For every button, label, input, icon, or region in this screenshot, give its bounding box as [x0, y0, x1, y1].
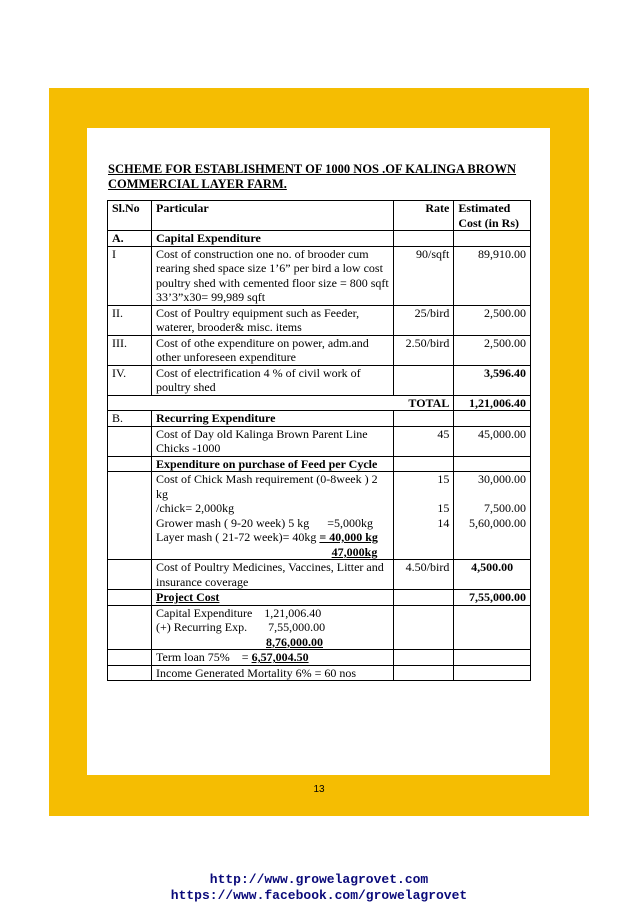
- section-a-row: [108, 231, 531, 247]
- facebook-link[interactable]: https://www.facebook.com/growelagrovet: [170, 888, 468, 903]
- table-row: IV. Cost of electrification 4 % of civil work of poultry shed 3,596.40: [108, 365, 531, 395]
- total-row: [108, 395, 531, 411]
- document-title: SCHEME FOR ESTABLISHMENT OF 1000 NOS .OF KALINGA BROWN COMMERCIAL LAYER FARM.: [108, 162, 517, 191]
- feed-heading: Expenditure on purchase of Feed per Cycle: [152, 456, 394, 472]
- term-loan-row: Term loan 75% = 6,57,004.50: [108, 650, 531, 666]
- table-header-row: [108, 201, 531, 231]
- page-number: 13: [313, 784, 325, 795]
- project-cost-amount: 7,55,000.00: [454, 590, 531, 606]
- section-b-row: [108, 411, 531, 427]
- table-row: Cost of Poultry Medicines, Vaccines, Litter and insurance coverage 4.50/bird 4,500.00: [108, 560, 531, 590]
- website-link[interactable]: http://www.growelagrovet.com: [209, 872, 429, 887]
- project-cost-row: [108, 590, 531, 606]
- table-row: II. Cost of Poultry equipment such as Feeder, waterer, brooder& misc. items 25/bird 2,500.00: [108, 305, 531, 335]
- income-row: Income Generated Mortality 6% = 60 nos: [108, 665, 531, 681]
- total-amount: 1,21,006.40: [454, 395, 531, 411]
- table-row: III. Cost of othe expenditure on power, adm.and other unforeseen expenditure 2.50/bird 2,500.00: [108, 335, 531, 365]
- section-a-code: A.: [108, 231, 152, 247]
- feed-row: Cost of Chick Mash requirement (0-8week ) 2 kg /chick= 2,000kg Grower mash ( 9-20 week) 5 kg =5,000kg Layer mash ( 21-72 week)= 40kg = 40,000 kg 47,000kg 15 15 14 30,000.00 7,500.00 5,60,000.00: [108, 472, 531, 560]
- table-row: I Cost of construction one no. of brooder cum rearing shed space size 1’6” per bird a low cost poultry shed with cemented floor size = 800 sqft 33’3”x30= 99,989 sqft 90/sqft 89,910.00: [108, 246, 531, 305]
- cost-table: [107, 200, 531, 681]
- header-rate: Rate: [394, 201, 454, 231]
- table-row: Cost of Day old Kalinga Brown Parent Line Chicks -1000 45 45,000.00: [108, 426, 531, 456]
- header-particular: Particular: [152, 201, 394, 231]
- header-amount: Estimated Cost (in Rs): [454, 201, 531, 231]
- section-a-label: Capital Expenditure: [152, 231, 394, 247]
- header-slno: Sl.No: [108, 201, 152, 231]
- summary-row: Capital Expenditure 1,21,006.40 (+) Recurring Exp. 7,55,000.00 8,76,000.00: [108, 605, 531, 650]
- project-cost-label: Project Cost: [152, 590, 394, 606]
- feed-heading-row: [108, 456, 531, 472]
- section-b-label: Recurring Expenditure: [152, 411, 394, 427]
- footer-links: [0, 872, 638, 904]
- section-b-code: B.: [108, 411, 152, 427]
- total-label: TOTAL: [108, 395, 454, 411]
